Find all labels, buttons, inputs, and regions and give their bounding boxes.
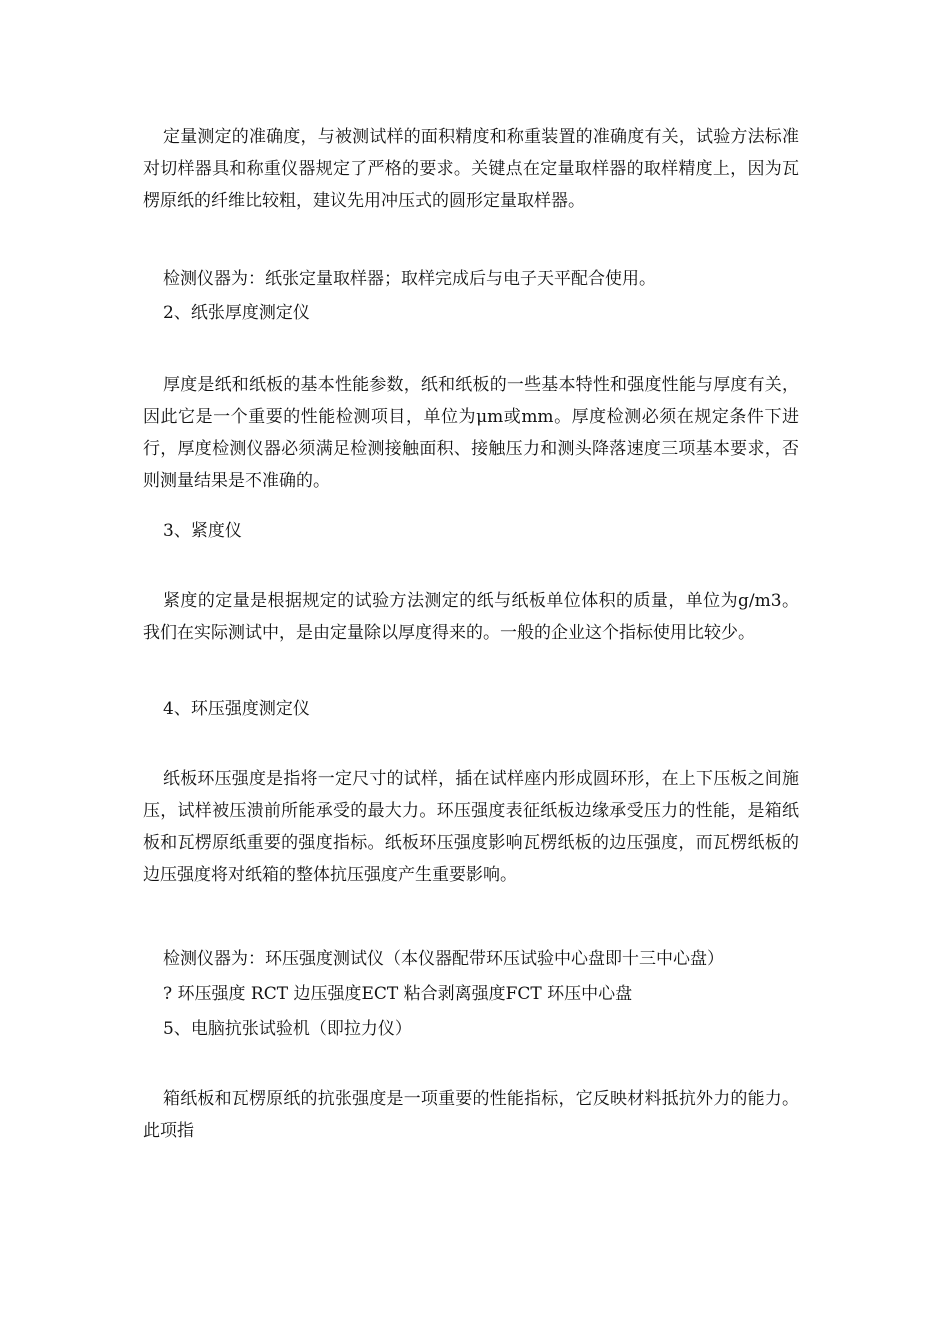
- paragraph-ring-crush-instrument: 检测仪器为：环压强度测试仪（本仪器配带环压试验中心盘即十三中心盘）: [163, 949, 724, 969]
- heading-tensile-tester: 5、电脑抗张试验机（即拉力仪）: [163, 1019, 412, 1039]
- paragraph-strength-tests-list: ? 环压强度 RCT 边压强度ECT 粘合剥离强度FCT 环压中心盘: [163, 984, 633, 1004]
- heading-thickness-tester: 2、纸张厚度测定仪: [163, 303, 310, 323]
- paragraph-ring-crush: 纸板环压强度是指将一定尺寸的试样，插在试样座内形成圆环形，在上下压板之间施压，试样被压溃前所能承受的最大力。环压强度表征纸板边缘承受压力的性能，是箱纸板和瓦楞原纸重要的强度指标。纸板环压强度影响瓦楞纸板的边压强度，而瓦楞纸板的边压强度将对纸箱的整体抗压强度产生重要影响。: [143, 769, 799, 885]
- paragraph-thickness: 厚度是纸和纸板的基本性能参数，纸和纸板的一些基本特性和强度性能与厚度有关，因此它是一个重要的性能检测项目，单位为μm或mm。厚度检测必须在规定条件下进行，厚度检测仪器必须满足检测接触面积、接触压力和测头降落速度三项基本要求，否则测量结果是不准确的。: [143, 375, 799, 491]
- paragraph-tensile-strength: 箱纸板和瓦楞原纸的抗张强度是一项重要的性能指标，它反映材料抵抗外力的能力。此项指: [143, 1089, 799, 1141]
- heading-ring-crush-tester: 4、环压强度测定仪: [163, 699, 310, 719]
- heading-density-tester: 3、紧度仪: [163, 521, 242, 541]
- paragraph-density: 紧度的定量是根据规定的试验方法测定的纸与纸板单位体积的质量，单位为g/m3。我们在实际测试中，是由定量除以厚度得来的。一般的企业这个指标使用比较少。: [143, 591, 799, 643]
- paragraph-basis-weight-accuracy: 定量测定的准确度，与被测试样的面积精度和称重装置的准确度有关，试验方法标准对切样器具和称重仪器规定了严格的要求。关键点在定量取样器的取样精度上，因为瓦楞原纸的纤维比较粗，建议先用冲压式的圆形定量取样器。: [143, 127, 799, 211]
- paragraph-basis-weight-instrument: 检测仪器为：纸张定量取样器；取样完成后与电子天平配合使用。: [163, 269, 656, 289]
